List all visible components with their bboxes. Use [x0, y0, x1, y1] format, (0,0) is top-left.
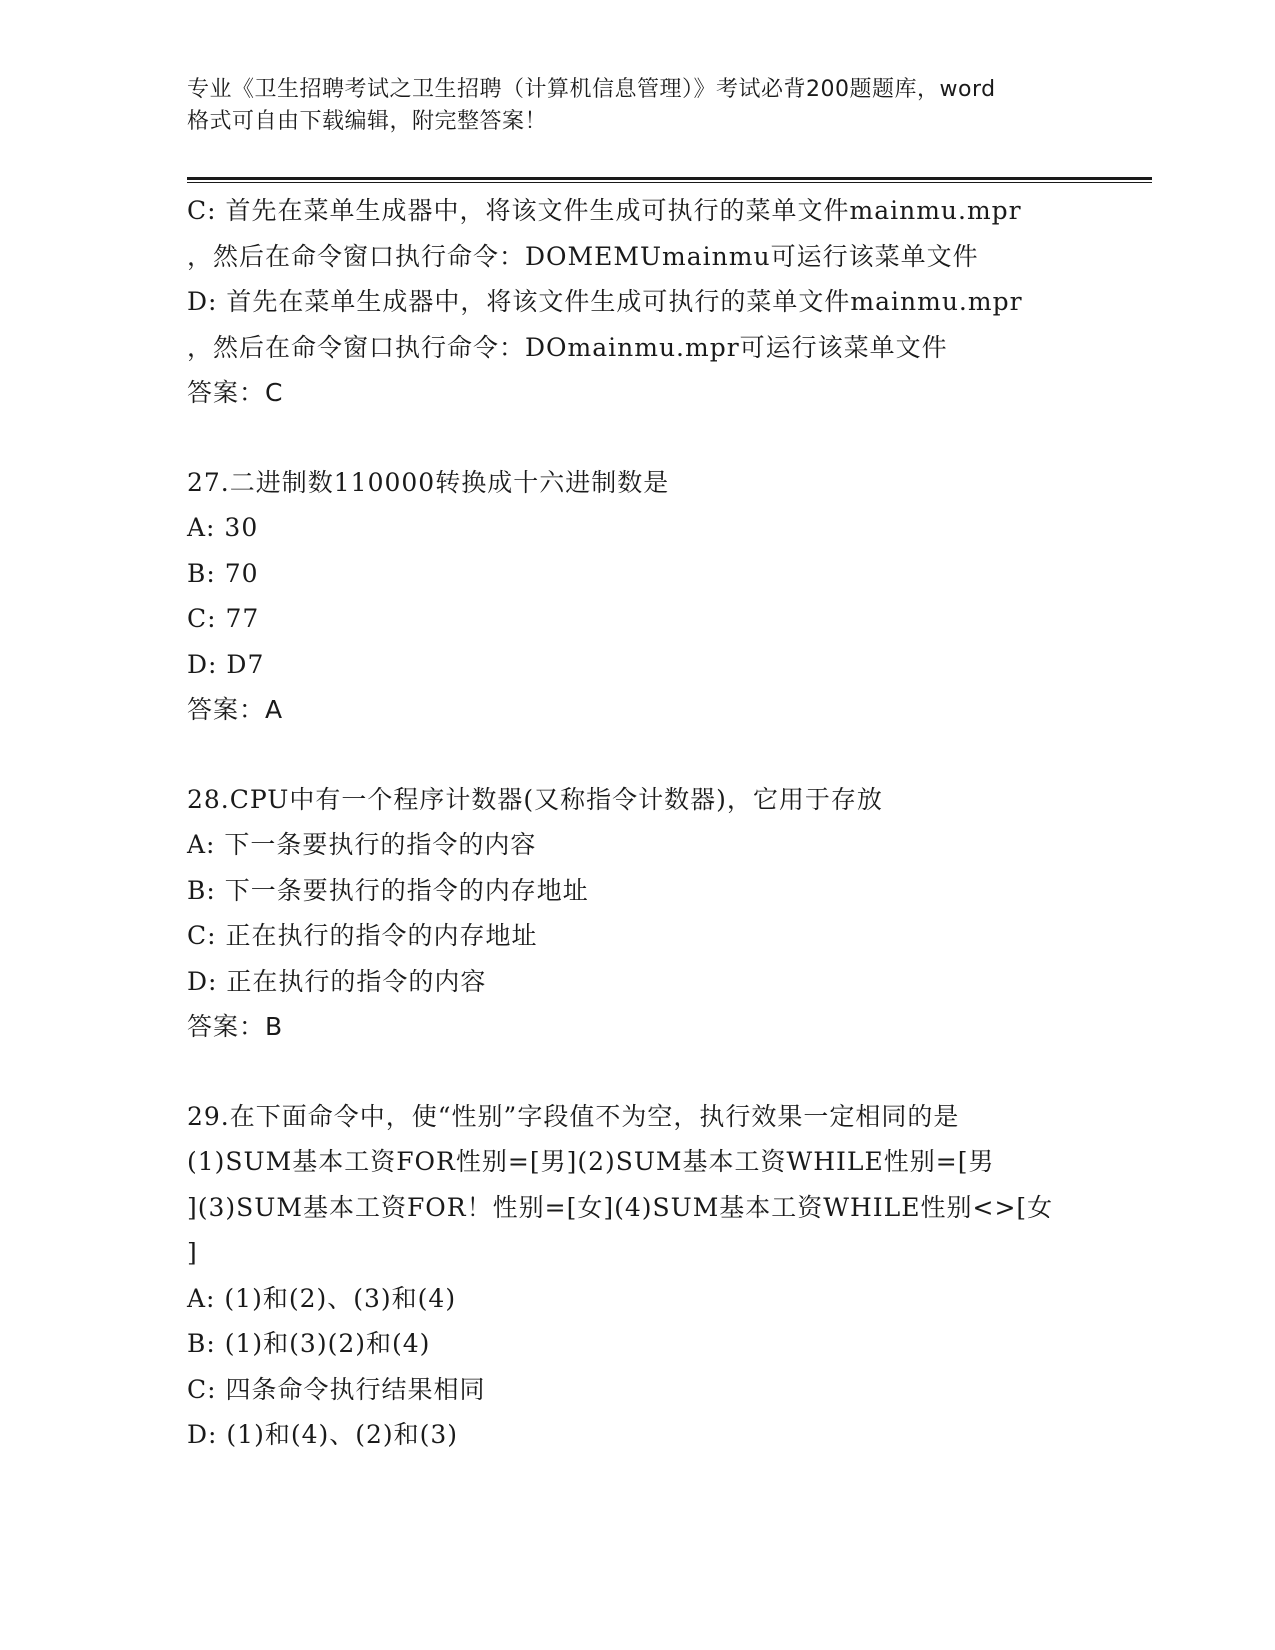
spacer [187, 733, 1087, 777]
header-title-line-1: 专业《卫生招聘考试之卫生招聘（计算机信息管理）》考试必背200题题库，word [187, 77, 996, 102]
option-c: C: 77 [187, 604, 260, 633]
spacer [187, 1050, 1087, 1094]
document-header [187, 74, 1107, 138]
question-27 [187, 460, 1087, 733]
option-d: D: (1)和(4)、(2)和(3) [187, 1420, 459, 1449]
question-stem: 27.二进制数110000转换成十六进制数是 [187, 467, 670, 497]
option-d: D: 正在执行的指令的内容 [187, 966, 487, 996]
question-28 [187, 777, 1087, 1050]
header-divider-thin [187, 182, 1152, 183]
answer-line: 答案：A [187, 695, 284, 724]
option-d: D: D7 [187, 649, 265, 679]
header-divider-thick [187, 177, 1152, 180]
answer-line: 答案：C [187, 378, 284, 407]
answer-line: 答案：B [187, 1012, 284, 1041]
question-26-tail [187, 188, 1087, 416]
option-c: C: 四条命令执行结果相同 [187, 1374, 486, 1404]
question-29 [187, 1094, 1087, 1458]
option-d-line-2: ，然后在命令窗口执行命令：DOmainmu.mpr可运行该菜单文件 [187, 332, 948, 362]
option-c-line-2: ，然后在命令窗口执行命令：DOMEMUmainmu可运行该菜单文件 [187, 241, 979, 271]
option-a: A: (1)和(2)、(3)和(4) [187, 1283, 457, 1313]
option-b: B: 70 [187, 558, 259, 588]
question-stem-line-3: ](3)SUM基本工资FOR！性别=[女](4)SUM基本工资WHILE性别<>[女 [187, 1192, 1054, 1222]
question-stem-line-1: 29.在下面命令中，使“性别”字段值不为空，执行效果一定相同的是 [187, 1101, 960, 1131]
header-title-line-2: 格式可自由下载编辑，附完整答案！ [187, 109, 548, 134]
option-a: A: 30 [187, 513, 259, 542]
question-stem-line-2: (1)SUM基本工资FOR性别=[男](2)SUM基本工资WHILE性别=[男 [187, 1147, 995, 1176]
question-content [187, 188, 1087, 1458]
spacer [187, 416, 1087, 460]
option-b: B: (1)和(3)(2)和(4) [187, 1329, 431, 1358]
option-c-line-1: C: 首先在菜单生成器中，将该文件生成可执行的菜单文件mainmu.mpr [187, 196, 1022, 225]
question-stem: 28.CPU中有一个程序计数器(又称指令计数器)，它用于存放 [187, 784, 883, 814]
option-d-line-1: D: 首先在菜单生成器中，将该文件生成可执行的菜单文件mainmu.mpr [187, 287, 1023, 316]
option-b: B: 下一条要执行的指令的内存地址 [187, 875, 589, 905]
option-c: C: 正在执行的指令的内存地址 [187, 921, 538, 950]
option-a: A: 下一条要执行的指令的内容 [187, 830, 537, 859]
question-stem-line-4: ] [187, 1238, 198, 1267]
